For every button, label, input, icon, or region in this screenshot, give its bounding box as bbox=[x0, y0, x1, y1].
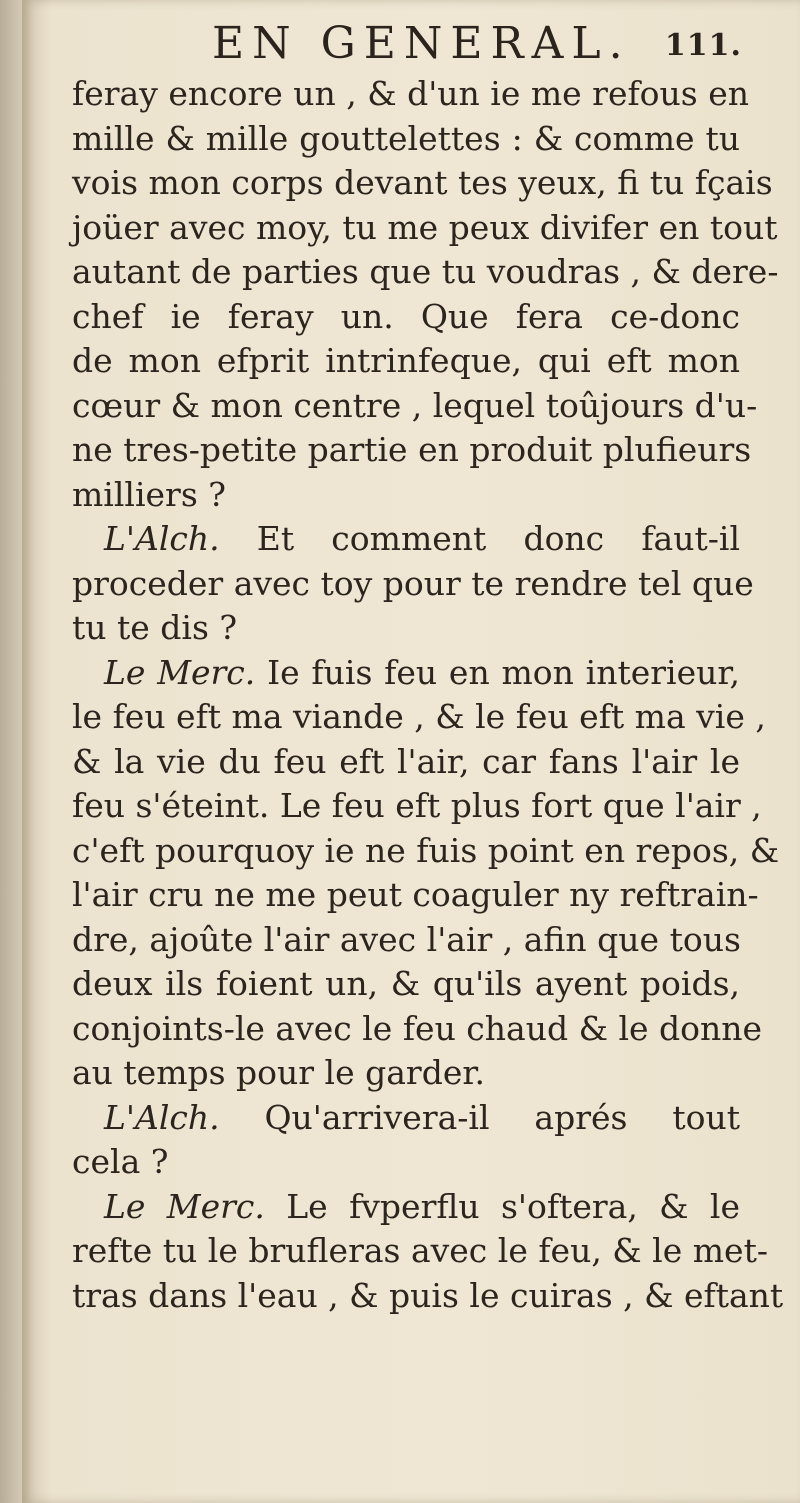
text-line: deux ils foient un, & qu'ils ayent poids, bbox=[72, 964, 740, 1003]
text-line: tras dans l'eau , & puis le cuiras , & eftant bbox=[72, 1275, 784, 1315]
text-line: mille & mille gouttelettes : & comme tu bbox=[72, 118, 740, 158]
speaker-label: L'Alch. bbox=[104, 1097, 220, 1137]
book-gutter bbox=[0, 0, 24, 1503]
text-line: proceder avec toy pour te rendre tel que bbox=[72, 563, 754, 603]
dialogue-line bbox=[72, 651, 740, 696]
text-line: de mon efprit intrinfeque, qui eft mon bbox=[72, 341, 740, 380]
text-line: milliers ? bbox=[72, 474, 226, 514]
text-line: chef ie feray un. Que fera ce-donc bbox=[72, 296, 740, 336]
page-header bbox=[182, 18, 742, 78]
text-line: ne tres-petite partie en produit plufieurs bbox=[72, 430, 752, 469]
text-line: joüer avec moy, tu me peux divifer en tout bbox=[72, 207, 778, 247]
text-line: cela ? bbox=[72, 1142, 169, 1181]
text-line: feray encore un , & d'un ie me refous en bbox=[72, 74, 750, 113]
text-line: le feu eft ma viande , & le feu eft ma vie , bbox=[72, 697, 766, 736]
text-line: au temps pour le garder. bbox=[72, 1053, 485, 1092]
body-text bbox=[72, 72, 784, 1318]
text-line: vois mon corps devant tes yeux, fi tu fçais bbox=[72, 163, 773, 202]
dialogue-line bbox=[72, 1185, 740, 1230]
dialogue-text: Et comment donc faut-il bbox=[256, 519, 740, 558]
page-number: 111. bbox=[664, 28, 742, 63]
dialogue-line bbox=[72, 1096, 740, 1141]
text-line: l'air cru ne me peut coaguler ny reftrain- bbox=[72, 875, 759, 914]
dialogue-text: Le fvperflu s'oftera, & le bbox=[286, 1186, 741, 1226]
book-page bbox=[22, 0, 800, 1503]
speaker-label: Le Merc. bbox=[104, 1186, 265, 1226]
text-line: feu s'éteint. Le feu eft plus fort que l'air , bbox=[72, 786, 762, 825]
dialogue-line bbox=[72, 517, 740, 562]
text-line: cœur & mon centre , lequel toûjours d'u- bbox=[72, 385, 758, 425]
speaker-label: L'Alch. bbox=[104, 519, 220, 558]
text-line: & la vie du feu eft l'air, car fans l'air le bbox=[72, 741, 740, 781]
text-line: autant de parties que tu voudras , & dere- bbox=[72, 252, 779, 291]
text-line: conjoints-le avec le feu chaud & le donne bbox=[72, 1008, 763, 1048]
dialogue-text: Ie fuis feu en mon interieur, bbox=[267, 652, 741, 692]
dialogue-text: Qu'arrivera-il aprés tout bbox=[264, 1097, 740, 1137]
text-line: refte tu le brufleras avec le feu, & le met- bbox=[72, 1231, 768, 1270]
running-head: EN GENERAL. bbox=[212, 18, 631, 69]
text-line: dre, ajoûte l'air avec l'air , afin que tous bbox=[72, 919, 741, 959]
text-line: c'eft pourquoy ie ne fuis point en repos, & bbox=[72, 830, 780, 870]
speaker-label: Le Merc. bbox=[104, 652, 256, 692]
text-line: tu te dis ? bbox=[72, 608, 238, 647]
